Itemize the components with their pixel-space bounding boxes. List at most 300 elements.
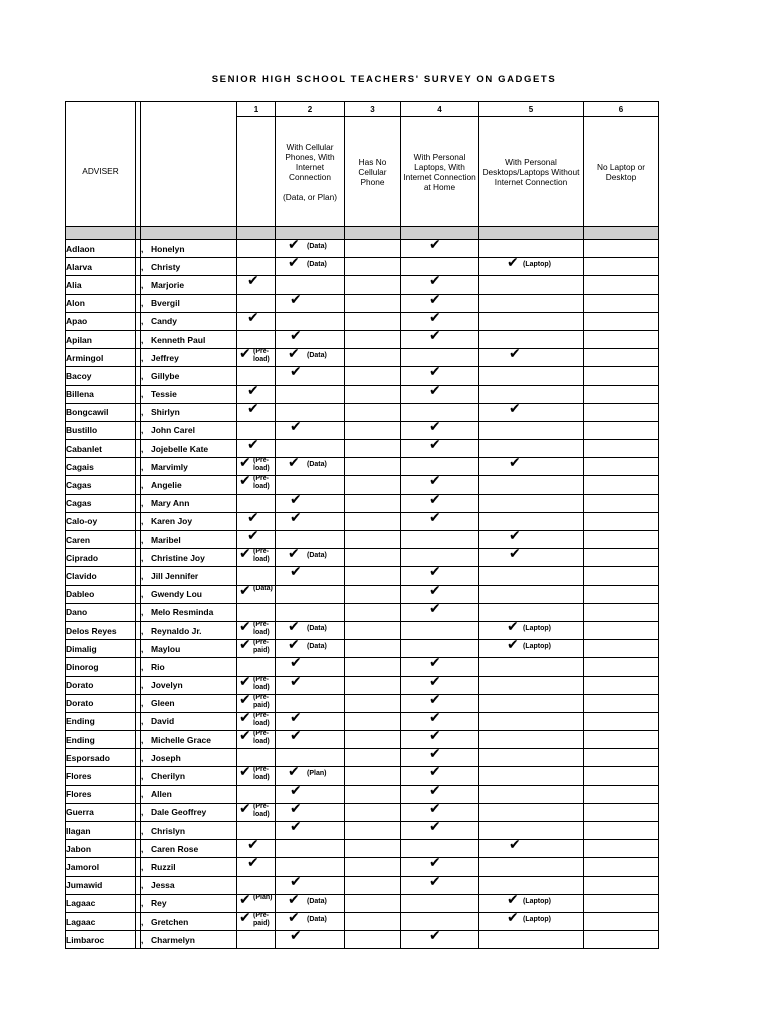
check-icon: ✔ (429, 273, 441, 290)
table-row (66, 749, 659, 767)
survey-cell-c5 (479, 931, 584, 949)
first-name: Angelie (151, 480, 182, 491)
survey-cell-c1 (237, 400, 276, 421)
name-separator: , (141, 661, 144, 672)
response-note: (Pre-paid) (253, 693, 270, 709)
name-separator: , (141, 334, 144, 345)
survey-cell-c5 (479, 803, 584, 821)
column-header-text: With Personal Desktops/Laptops Without Internet Connection (482, 156, 580, 187)
name-separator: , (141, 825, 144, 836)
survey-cell-c4 (401, 327, 479, 348)
survey-cell-c1 (237, 637, 276, 658)
response-note: (Data) (307, 897, 327, 905)
check-icon: ✔ (239, 546, 251, 563)
check-icon: ✔ (288, 455, 300, 472)
surname-cell: Jumawid (66, 876, 136, 894)
check-icon: ✔ (429, 655, 441, 672)
first-name: Mary Ann (151, 498, 190, 509)
survey-cell-c6 (584, 712, 659, 730)
survey-cell-c2 (276, 564, 345, 585)
first-name: Marvimly (151, 461, 188, 472)
column-number: 4 (401, 102, 479, 117)
survey-cell-c2 (276, 637, 345, 658)
check-icon: ✔ (507, 637, 519, 654)
survey-cell-c5 (479, 858, 584, 876)
shaded-cell (237, 227, 276, 240)
survey-cell-c3 (345, 421, 401, 439)
name-separator: , (141, 916, 144, 927)
surname-cell: Ciprado (66, 549, 136, 567)
check-icon: ✔ (247, 400, 259, 417)
first-name-cell (141, 421, 237, 439)
table-row (66, 694, 659, 712)
survey-cell-c1 (237, 909, 276, 930)
name-separator: , (141, 480, 144, 491)
name-separator: , (141, 279, 144, 290)
survey-cell-c3 (345, 785, 401, 803)
first-name-cell (141, 512, 237, 530)
survey-cell-c6 (584, 294, 659, 312)
first-name-cell (141, 603, 237, 621)
table-row (66, 858, 659, 876)
survey-cell-c5 (479, 618, 584, 639)
check-icon: ✔ (429, 473, 441, 490)
table-row (66, 476, 659, 494)
survey-cell-c5 (479, 440, 584, 458)
shaded-cell (345, 227, 401, 240)
survey-cell-c3 (345, 367, 401, 385)
table-row (66, 658, 659, 676)
survey-cell-c6 (584, 621, 659, 639)
survey-cell-c3 (345, 640, 401, 658)
survey-cell-c1 (237, 764, 276, 785)
survey-cell-c2 (276, 858, 345, 876)
survey-cell-c2 (276, 655, 345, 676)
check-icon: ✔ (239, 455, 251, 472)
survey-cell-c3 (345, 658, 401, 676)
survey-cell-c2 (276, 237, 345, 258)
survey-cell-c5 (479, 330, 584, 348)
survey-cell-c2 (276, 546, 345, 567)
table-row (66, 876, 659, 894)
first-name: Rio (151, 661, 165, 672)
check-icon: ✔ (290, 728, 302, 745)
response-note: (Pre-load) (253, 548, 270, 564)
survey-cell-c5 (479, 512, 584, 530)
first-name-cell (141, 367, 237, 385)
survey-cell-c5 (479, 749, 584, 767)
column-header-text: With Cellular Phones, With Internet Connection (Data, or Plan) (283, 141, 337, 202)
name-separator: , (141, 498, 144, 509)
surname-cell: Apilan (66, 330, 136, 348)
first-name: Ruzzil (151, 861, 176, 872)
surname-cell: Clavido (66, 567, 136, 585)
check-icon: ✔ (429, 691, 441, 708)
first-name-cell (141, 731, 237, 749)
column-header-text: Has No Cellular Phone (358, 156, 387, 187)
survey-cell-c3 (345, 694, 401, 712)
first-name-cell (141, 385, 237, 403)
survey-cell-c3 (345, 312, 401, 330)
check-icon: ✔ (429, 855, 441, 872)
survey-cell-c5 (479, 712, 584, 730)
survey-cell-c3 (345, 494, 401, 512)
survey-cell-c1 (237, 473, 276, 494)
first-name: Michelle Grace (151, 734, 212, 745)
survey-cell-c1 (237, 855, 276, 876)
survey-cell-c6 (584, 421, 659, 439)
survey-cell-c1 (237, 546, 276, 567)
survey-cell-c2 (276, 491, 345, 512)
response-note: (Data) (307, 243, 327, 250)
survey-cell-c6 (584, 403, 659, 421)
surname-cell: Jabon (66, 840, 136, 858)
name-separator: , (141, 425, 144, 436)
survey-cell-c6 (584, 749, 659, 767)
check-icon: ✔ (239, 582, 251, 599)
response-note: (Laptop) (523, 897, 551, 905)
survey-cell-c5 (479, 528, 584, 549)
first-name: Maylou (151, 643, 181, 654)
check-icon: ✔ (429, 819, 441, 835)
survey-cell-c3 (345, 712, 401, 730)
name-separator: , (141, 880, 144, 891)
check-icon: ✔ (290, 800, 302, 817)
first-name: Reynaldo Jr. (151, 625, 202, 636)
surname-cell: Ending (66, 712, 136, 730)
surname-cell: Cabanlet (66, 440, 136, 458)
survey-cell-c5 (479, 658, 584, 676)
first-name: Gwendy Lou (151, 589, 202, 600)
survey-cell-c2 (276, 476, 345, 494)
survey-cell-c4 (401, 509, 479, 530)
survey-cell-c6 (584, 549, 659, 567)
check-icon: ✔ (247, 509, 259, 526)
survey-cell-c2 (276, 873, 345, 894)
name-separator: , (141, 625, 144, 636)
check-icon: ✔ (288, 346, 300, 363)
surname-cell: Bongcawil (66, 403, 136, 421)
survey-cell-c6 (584, 585, 659, 603)
surname-cell: Apao (66, 312, 136, 330)
survey-cell-c3 (345, 512, 401, 530)
check-icon: ✔ (429, 491, 441, 508)
column-number-row (66, 102, 659, 117)
name-separator: , (141, 298, 144, 309)
surname-cell: Flores (66, 785, 136, 803)
column-number: 1 (237, 102, 276, 117)
first-name-cell (141, 276, 237, 294)
response-note: (Data) (307, 643, 327, 651)
survey-cell-c2 (276, 291, 345, 312)
check-icon: ✔ (429, 746, 441, 763)
check-icon: ✔ (239, 691, 251, 708)
survey-cell-c6 (584, 858, 659, 876)
survey-cell-c1 (237, 800, 276, 821)
column-header (345, 117, 401, 227)
survey-cell-c4 (401, 873, 479, 894)
first-name-cell (141, 531, 237, 549)
survey-cell-c5 (479, 822, 584, 840)
name-separator: , (141, 461, 144, 472)
survey-cell-c3 (345, 476, 401, 494)
first-name-cell (141, 767, 237, 785)
first-name: Allen (151, 789, 172, 800)
adviser-header: ADVISER (66, 117, 136, 227)
survey-cell-c2 (276, 891, 345, 912)
shaded-cell (276, 227, 345, 240)
response-note: (Pre-load) (253, 675, 270, 691)
first-name: Melo Resminda (151, 607, 214, 618)
column-number: 3 (345, 102, 401, 117)
table-row (66, 585, 659, 603)
survey-cell-c3 (345, 385, 401, 403)
check-icon: ✔ (429, 382, 441, 399)
name-separator: , (141, 534, 144, 545)
survey-cell-c5 (479, 585, 584, 603)
check-icon: ✔ (290, 564, 302, 581)
check-icon: ✔ (509, 837, 521, 854)
first-name-cell (141, 458, 237, 476)
name-separator: , (141, 898, 144, 909)
survey-cell-c6 (584, 840, 659, 858)
table-row (66, 367, 659, 385)
survey-cell-c6 (584, 803, 659, 821)
check-icon: ✔ (239, 764, 251, 781)
surname-cell: Dorato (66, 694, 136, 712)
surname-cell: Guerra (66, 803, 136, 821)
check-icon: ✔ (239, 909, 251, 926)
name-separator: , (141, 589, 144, 600)
table-row (66, 676, 659, 694)
surname-cell: Dorato (66, 676, 136, 694)
first-name: John Carel (151, 425, 195, 436)
check-icon: ✔ (429, 600, 441, 617)
check-icon: ✔ (239, 346, 251, 363)
survey-cell-c3 (345, 858, 401, 876)
table-row (66, 512, 659, 530)
first-name-cell (141, 876, 237, 894)
column-header (401, 117, 479, 227)
survey-cell-c2 (276, 255, 345, 276)
survey-cell-c2 (276, 909, 345, 930)
table-row (66, 803, 659, 821)
survey-cell-c4 (401, 894, 479, 912)
name-separator: , (141, 716, 144, 727)
first-name-cell (141, 640, 237, 658)
name-separator: , (141, 352, 144, 363)
survey-cell-c6 (584, 567, 659, 585)
check-icon: ✔ (288, 237, 300, 253)
survey-cell-c3 (345, 894, 401, 912)
table-row (66, 385, 659, 403)
check-icon: ✔ (290, 873, 302, 890)
survey-cell-c6 (584, 894, 659, 912)
check-icon: ✔ (509, 400, 521, 417)
survey-cell-c5 (479, 240, 584, 258)
first-name: Jovelyn (151, 680, 183, 691)
first-name-cell (141, 621, 237, 639)
survey-cell-c3 (345, 330, 401, 348)
check-icon: ✔ (429, 928, 441, 945)
survey-cell-c6 (584, 931, 659, 949)
survey-cell-c6 (584, 367, 659, 385)
survey-cell-c3 (345, 349, 401, 367)
surname-cell: Alarva (66, 258, 136, 276)
survey-cell-c5 (479, 603, 584, 621)
survey-cell-c5 (479, 367, 584, 385)
survey-cell-c6 (584, 458, 659, 476)
survey-cell-c5 (479, 731, 584, 749)
first-name: Gretchen (151, 916, 189, 927)
check-icon: ✔ (239, 673, 251, 690)
check-icon: ✔ (429, 728, 441, 745)
response-note: (Pre-paid) (253, 639, 270, 655)
table-row (66, 785, 659, 803)
name-separator: , (141, 698, 144, 709)
first-name: Rey (151, 898, 167, 909)
survey-cell-c2 (276, 364, 345, 385)
check-icon: ✔ (247, 837, 259, 854)
table-row (66, 403, 659, 421)
surname-cell: Ilagan (66, 822, 136, 840)
first-name-cell (141, 822, 237, 840)
check-icon: ✔ (288, 891, 300, 908)
table-row (66, 240, 659, 258)
check-icon: ✔ (290, 819, 302, 835)
shaded-cell (66, 227, 136, 240)
check-icon: ✔ (288, 546, 300, 563)
surname-cell: Alia (66, 276, 136, 294)
survey-cell-c5 (479, 312, 584, 330)
check-icon: ✔ (429, 437, 441, 454)
survey-cell-c2 (276, 455, 345, 476)
name-separator: , (141, 861, 144, 872)
name-separator: , (141, 370, 144, 381)
survey-cell-c2 (276, 509, 345, 530)
first-name: Kenneth Paul (151, 334, 206, 345)
table-row (66, 440, 659, 458)
surname-cell: Calo-oy (66, 512, 136, 530)
survey-cell-c2 (276, 585, 345, 603)
blank-header-cell (66, 102, 136, 117)
table-row (66, 294, 659, 312)
response-note: (Data) (307, 352, 327, 360)
survey-cell-c6 (584, 330, 659, 348)
first-name: Maribel (151, 534, 181, 545)
first-name-cell (141, 858, 237, 876)
check-icon: ✔ (288, 618, 300, 635)
surname-cell: Cagas (66, 476, 136, 494)
survey-cell-c5 (479, 294, 584, 312)
column-number: 6 (584, 102, 659, 117)
first-name: Christine Joy (151, 552, 205, 563)
survey-cell-c4 (401, 819, 479, 840)
table-row (66, 312, 659, 330)
name-separator: , (141, 607, 144, 618)
name-separator: , (141, 243, 144, 254)
survey-cell-c2 (276, 782, 345, 803)
first-name-cell (141, 312, 237, 330)
surname-cell: Jamorol (66, 858, 136, 876)
name-separator: , (141, 771, 144, 782)
survey-cell-c2 (276, 346, 345, 367)
shaded-cell (479, 227, 584, 240)
check-icon: ✔ (429, 327, 441, 344)
check-icon: ✔ (247, 309, 259, 326)
name-separator: , (141, 552, 144, 563)
survey-cell-c6 (584, 785, 659, 803)
first-name-cell (141, 585, 237, 603)
surname-cell: Ending (66, 731, 136, 749)
surname-cell: Cagais (66, 458, 136, 476)
survey-cell-c5 (479, 494, 584, 512)
table-row (66, 567, 659, 585)
column-header (237, 117, 276, 227)
check-icon: ✔ (290, 491, 302, 508)
first-name-cell (141, 931, 237, 949)
survey-cell-c2 (276, 312, 345, 330)
first-name: Jessa (151, 880, 175, 891)
surname-cell: Lagaac (66, 894, 136, 912)
first-name: Charmelyn (151, 934, 195, 945)
survey-cell-c3 (345, 822, 401, 840)
surname-cell: Cagas (66, 494, 136, 512)
check-icon: ✔ (429, 673, 441, 690)
response-note: (Data) (307, 261, 327, 269)
column-header-text: No Laptop or Desktop (597, 161, 645, 182)
survey-cell-c5 (479, 455, 584, 476)
surname-cell: Billena (66, 385, 136, 403)
survey-cell-c6 (584, 476, 659, 494)
check-icon: ✔ (288, 637, 300, 654)
table-row (66, 731, 659, 749)
survey-cell-c5 (479, 767, 584, 785)
survey-cell-c3 (345, 840, 401, 858)
survey-cell-c3 (345, 531, 401, 549)
survey-cell-c3 (345, 931, 401, 949)
first-name-cell (141, 894, 237, 912)
survey-cell-c6 (584, 440, 659, 458)
survey-cell-c2 (276, 840, 345, 858)
column-header (479, 117, 584, 227)
response-note: (Laptop) (523, 915, 551, 923)
survey-cell-c2 (276, 749, 345, 767)
check-icon: ✔ (507, 891, 519, 908)
check-icon: ✔ (509, 346, 521, 363)
surname-cell: Dano (66, 603, 136, 621)
first-name: Bvergil (151, 298, 180, 309)
survey-cell-c4 (401, 600, 479, 621)
first-name: Dale Geoffrey (151, 807, 207, 818)
check-icon: ✔ (507, 909, 519, 926)
first-name: Gillybe (151, 370, 180, 381)
surname-cell: Bacoy (66, 367, 136, 385)
response-note: (Pre-load) (253, 620, 270, 636)
response-note: (Data) (307, 624, 327, 632)
first-name-cell (141, 676, 237, 694)
survey-cell-c3 (345, 440, 401, 458)
check-icon: ✔ (239, 800, 251, 817)
survey-cell-c2 (276, 694, 345, 712)
survey-cell-c2 (276, 709, 345, 730)
check-icon: ✔ (288, 909, 300, 926)
survey-cell-c6 (584, 731, 659, 749)
first-name-cell (141, 694, 237, 712)
name-separator: , (141, 443, 144, 454)
survey-cell-c5 (479, 909, 584, 930)
survey-cell-c2 (276, 276, 345, 294)
